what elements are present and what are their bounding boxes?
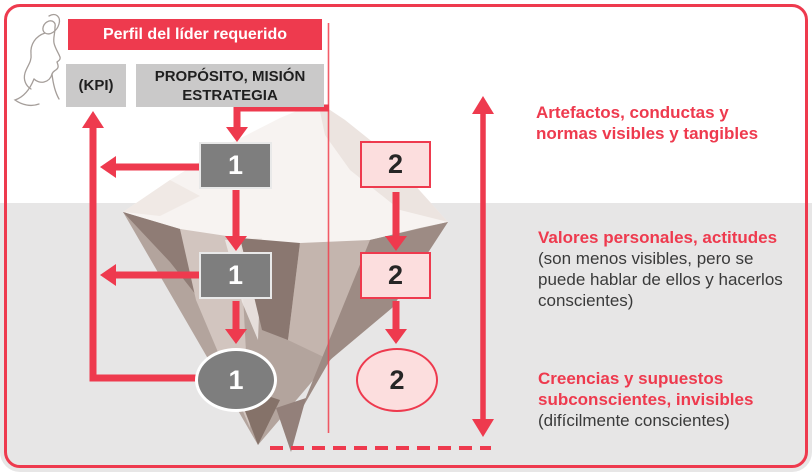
banner-title-label: Perfil del líder requerido <box>102 25 288 43</box>
purpose-line-1: PROPÓSITO, MISIÓN <box>154 67 306 85</box>
external-level1-label: 2 <box>387 149 404 179</box>
external-level3-ellipse <box>356 348 438 412</box>
kpi-label: (KPI) <box>78 77 114 94</box>
internal-level2-label: 1 <box>227 260 244 290</box>
internal-level1-box <box>199 142 272 189</box>
kpi-box <box>66 64 126 107</box>
external-level3-label: 2 <box>389 364 405 395</box>
internal-level3-ellipse <box>195 348 277 412</box>
external-level2-box <box>360 252 431 299</box>
internal-level3-label: 1 <box>228 364 244 395</box>
annotation-artifacts-line2: normas visibles y tangibles <box>536 124 759 143</box>
annotation-values <box>538 227 783 311</box>
annotation-artifacts <box>536 102 758 144</box>
annotation-values-sub3: conscientes) <box>538 291 634 310</box>
purpose-box <box>136 64 324 107</box>
purpose-line-2: ESTRATEGIA <box>182 86 278 104</box>
internal-level2-box <box>199 252 272 299</box>
external-level1-box <box>360 141 431 188</box>
annotation-artifacts-line1: Artefactos, conductas y <box>536 103 729 122</box>
internal-level1-label: 1 <box>227 150 244 180</box>
annotation-beliefs <box>538 368 753 431</box>
banner-title <box>68 19 322 50</box>
annotation-beliefs-line2: subconscientes, invisibles <box>538 390 754 409</box>
external-level2-label: 2 <box>387 260 404 290</box>
annotation-values-sub1: (son menos visibles, pero se <box>538 249 754 268</box>
depth-double-arrow <box>472 96 494 437</box>
face-profile-sketch-icon <box>15 15 60 106</box>
annotation-values-title: Valores personales, actitudes <box>538 228 778 247</box>
annotation-values-sub2: puede hablar de ellos y hacerlos <box>538 270 783 289</box>
annotation-beliefs-sub1: (difícilmente conscientes) <box>538 411 730 430</box>
annotation-beliefs-line1: Creencias y supuestos <box>538 369 724 388</box>
